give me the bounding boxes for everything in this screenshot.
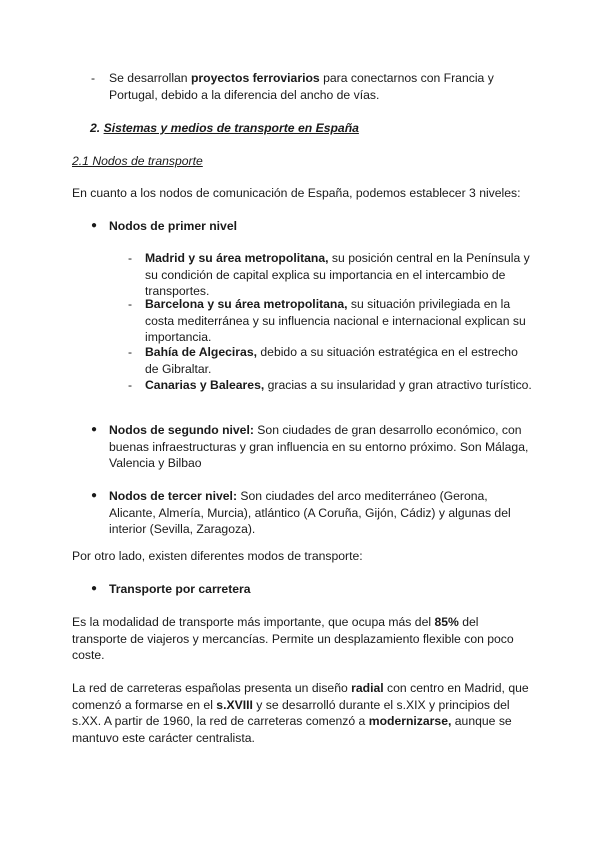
railway-projects-item: Se desarrollan proyectos ferroviarios para conectarnos con Francia y Portugal, debido a la diferencia del ancho de vías. — [109, 71, 494, 102]
node-item-canarias: Canarias y Baleares, gracias a su insularidad y gran atractivo turístico. — [145, 378, 532, 392]
node-item-madrid: Madrid y su área metropolitana, su posición central en la Península y su condición de capital explica su importancia en el intercambio de transportes. — [145, 251, 530, 299]
node-item-algeciras: Bahía de Algeciras, debido a su situación estratégica en el estrecho de Gibraltar. — [145, 345, 518, 376]
subsection-heading: 2.1 Nodos de transporte — [72, 154, 203, 168]
list-dash: - — [91, 71, 96, 85]
list-dash: - — [128, 345, 133, 359]
list-dash: - — [128, 297, 133, 311]
road-paragraph-1: Es la modalidad de transporte más importante, que ocupa más del 85% del transporte de viajeros y mercancías. Permite un desplazamiento flexible con poco coste. — [72, 615, 514, 663]
bullet: ● — [91, 424, 98, 435]
road-paragraph-2: La red de carreteras españolas presenta un diseño radial con centro en Madrid, que comenzó a formarse en el s.XVIII y se desarrolló durante el s.XIX y principios del s.XX. A partir de 1960, la red de carreteras comenzó a modernizarse, aunque se mantuvo este carácter centralista. — [72, 681, 529, 745]
list-dash: - — [128, 378, 133, 392]
modes-paragraph: Por otro lado, existen diferentes modos de transporte: — [72, 549, 363, 563]
third-level-item: Nodos de tercer nivel: Son ciudades del arco mediterráneo (Gerona, Alicante, Almería, Murcia), atlántico (A Coruña, Gijón, Cádiz) y algunas del interior (Sevilla, Zaragoza). — [109, 489, 511, 537]
first-level-heading: Nodos de primer nivel — [109, 219, 237, 233]
road-transport-heading: Transporte por carretera — [109, 582, 251, 596]
section-heading: 2. Sistemas y medios de transporte en España — [90, 121, 359, 135]
list-dash: - — [128, 251, 133, 265]
levels-paragraph: En cuanto a los nodos de comunicación de España, podemos establecer 3 niveles: — [72, 186, 521, 200]
bullet: ● — [91, 490, 98, 501]
bullet: ● — [91, 583, 98, 594]
second-level-item: Nodos de segundo nivel: Son ciudades de gran desarrollo económico, con buenas infraestructuras y gran influencia en su entorno próximo. Son Málaga, Valencia y Bilbao — [109, 423, 529, 471]
bullet: ● — [91, 220, 98, 231]
node-item-barcelona: Barcelona y su área metropolitana, su situación privilegiada en la costa mediterránea y su influencia nacional e internacional explican su importancia. — [145, 297, 526, 345]
